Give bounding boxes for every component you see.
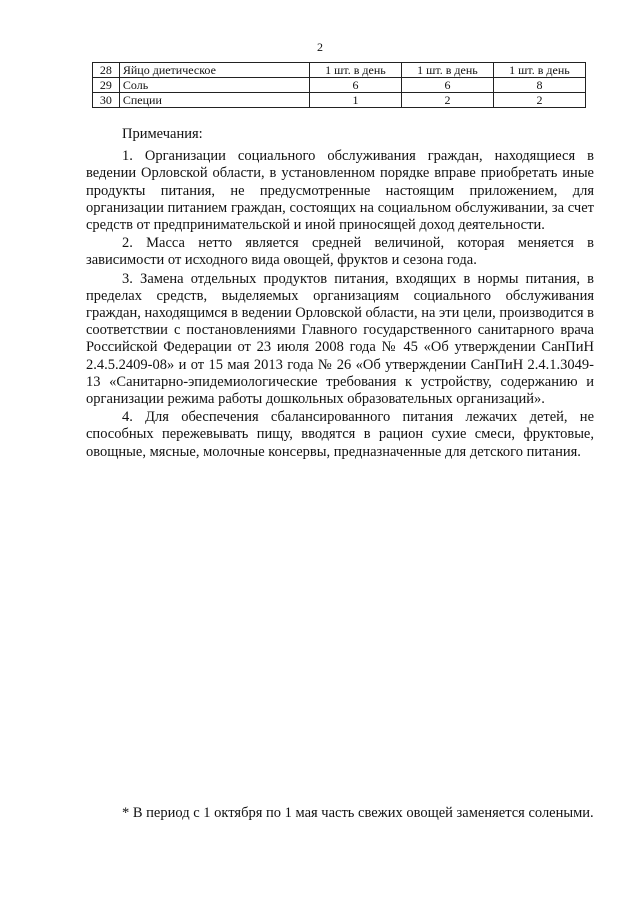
norm-value: 2 — [493, 93, 585, 108]
row-number: 30 — [93, 93, 120, 108]
norm-value: 2 — [401, 93, 493, 108]
notes-title: Примечания: — [122, 126, 203, 142]
norm-value: 6 — [309, 78, 401, 93]
page-number: 2 — [317, 40, 323, 54]
norm-value: 1 — [309, 93, 401, 108]
norm-value: 1 шт. в день — [309, 63, 401, 78]
product-name: Яйцо диетическое — [119, 63, 309, 78]
food-norms-table — [92, 62, 586, 108]
footnote: * В период с 1 октября по 1 мая часть свежих овощей заменяется солеными. — [122, 805, 594, 821]
norm-value: 1 шт. в день — [493, 63, 585, 78]
note-paragraph: 2. Масса нетто является средней величиной, которая меняется в зависимости от исходного вида овощей, фруктов и сезона года. — [86, 235, 594, 269]
table-row — [93, 78, 586, 93]
norm-value: 1 шт. в день — [401, 63, 493, 78]
row-number: 29 — [93, 78, 120, 93]
product-name: Соль — [119, 78, 309, 93]
product-name: Специи — [119, 93, 309, 108]
row-number: 28 — [93, 63, 120, 78]
table-row — [93, 93, 586, 108]
norm-value: 8 — [493, 78, 585, 93]
notes-section — [86, 126, 594, 462]
note-paragraph: 4. Для обеспечения сбалансированного питания лежачих детей, не способных пережевывать пищу, вводятся в рацион сухие смеси, фруктовые, овощные, мясные, молочные консервы, предназначенные для детского питания. — [86, 409, 594, 460]
note-paragraph: 3. Замена отдельных продуктов питания, входящих в нормы питания, в пределах средств, выделяемых организациям социального обслуживания граждан, находящимся в ведении Орловской области, на эти цели, производится в соответствии с постановлениями Главного государственного санитарного врача Российской Федерации от 23 июля 2008 года № 45 «Об утверждении СанПиН 2.4.5.2409-08» и от 15 мая 2013 года № 26 «Об утверждении СанПиН 2.4.1.3049-13 «Санитарно-эпидемиологические требования к устройству, содержанию и организации режима работы дошкольных образовательных организаций». — [86, 270, 594, 408]
note-paragraph: 1. Организации социального обслуживания граждан, находящиеся в ведении Орловской области, в установленном порядке вправе приобретать иные продукты питания, не предусмотренные настоящим приложением, для организации питанием граждан, состоящих на социальном обслуживании, за счет средств от предпринимательской и иной приносящей доход деятельности. — [86, 148, 594, 234]
norm-value: 6 — [401, 78, 493, 93]
table-row — [93, 63, 586, 78]
